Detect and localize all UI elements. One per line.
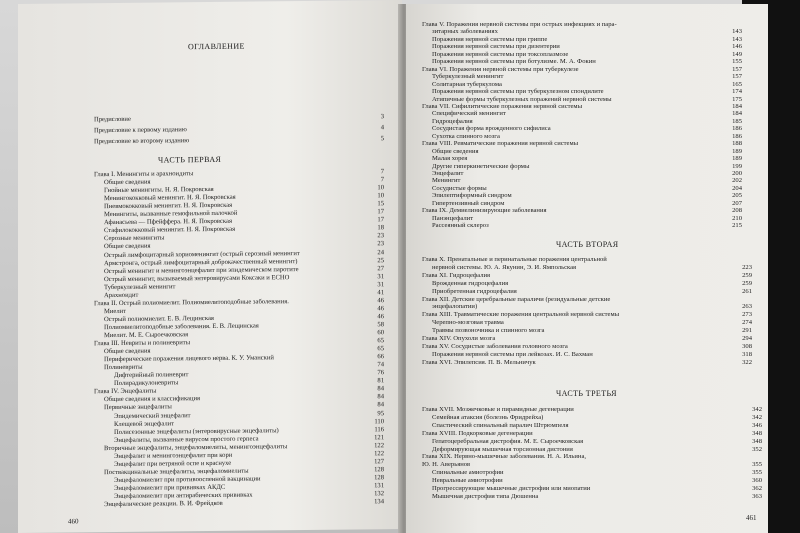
toc-entry (422, 207, 742, 214)
toc-entry-page: 116 (374, 425, 384, 433)
toc-entry-title: Поствакцинальные энцефалиты, энцефаломиелиты (104, 467, 249, 476)
toc-entry-page: 189 (732, 155, 742, 163)
toc-entry (432, 422, 762, 429)
toc-entry-title: Приобретенная гидроцефалия (432, 287, 517, 295)
toc-entry-title: Общие сведения (104, 178, 151, 187)
toc-entry-title: Гепатоцеребральная дистрофия. М. Е. Сыроечковская (432, 437, 584, 445)
toc-entry-title: Энцефаломиелит при антирабических прививках (114, 491, 253, 500)
toc-entry-title: Острый менингит и менингоэнцефалит при эпидемическом паротите (104, 265, 299, 275)
toc-entry-title: Энцефаломиелит при прививках АКДС (114, 483, 226, 492)
toc-entry-title: Первичные энцефалиты (104, 403, 172, 412)
toc-entry-page: 186 (732, 125, 742, 133)
toc-entry-title: Менингит (432, 177, 461, 185)
toc-entry-title: Другие гиперкинетические формы (432, 162, 530, 170)
toc-entry-page: 346 (752, 421, 762, 429)
toc-entry (432, 43, 742, 50)
toc-entry-title: Спинальные амиотрофии (432, 469, 504, 477)
toc-entry-title: Острый лимфоцитарный хориоменингит (острый серозный менингит (104, 249, 300, 259)
toc-entry (432, 222, 742, 229)
toc-entry-title: Поражения нервной системы при лейкозах. И. С. Вахман (432, 350, 593, 358)
toc-entry (432, 88, 742, 95)
toc-entry (422, 21, 742, 28)
toc-entry-page: 81 (377, 377, 384, 385)
toc-entry-page: 131 (374, 482, 384, 490)
toc-entry-page: 157 (732, 73, 742, 81)
toc-entry-page: 66 (377, 353, 384, 361)
toc-entry-page: 74 (377, 361, 384, 369)
toc-entry-title: Солитарная туберкулома (432, 80, 502, 88)
toc-entry-page: 132 (374, 490, 384, 498)
toc-entry-page: 143 (732, 35, 742, 43)
toc-entry-page: 17 (377, 208, 384, 216)
toc-entry-page: 58 (377, 321, 384, 329)
toc-entry (422, 430, 762, 437)
toc-entry-title: Предисловие к первому изданию (94, 126, 187, 135)
toc-entry (432, 185, 742, 192)
toc-entry (422, 256, 752, 263)
toc-entry-page: 24 (377, 248, 384, 256)
toc-entry-title: Гипертензивный синдром (432, 199, 505, 207)
toc-entry (432, 280, 752, 287)
toc-entry-title: энцефалопатии) (432, 303, 478, 311)
toc-entry-title: зитарных заболеваниях (432, 28, 498, 36)
toc-entry-page: 46 (377, 305, 384, 313)
toc-entry-title: Глава XVII. Мозжечковые и пирамидные дегенерации (422, 406, 574, 413)
toc-entry-page: 149 (732, 50, 742, 58)
toc-entry (432, 264, 752, 271)
toc-entry-title: Поражения нервной системы при ботулизме. М. А. Фокин (432, 58, 596, 66)
toc-entry (432, 469, 762, 476)
toc-entry-page: 348 (752, 437, 762, 445)
toc-entry (432, 28, 742, 35)
toc-entry-page: 127 (374, 457, 384, 466)
toc-entry (422, 359, 752, 366)
right-page-number: 461 (746, 514, 757, 522)
toc-entry-page: 263 (742, 303, 752, 311)
toc-entry-title: Поражения нервной системы при токсоплазмозе (432, 50, 569, 58)
toc-entry-title: Стафилококковый менингит. Н. Я. Покровская (104, 226, 236, 235)
toc-entry-title: Глава XIX. Нервно-мышечные заболевания. Н. А. Ильина, (422, 453, 587, 461)
toc-entry-title: Армстронга, острый лимфоцитарный доброкачественный менингит) (104, 257, 298, 267)
toc-entry-title: Пневмококковый менингит. Н. Я. Покровская (104, 201, 233, 211)
toc-entry-title: Глава I. Менингиты и арахноидиты (94, 170, 194, 179)
toc-entry (432, 96, 742, 103)
toc-entry-title: Гнойные менингиты. Н. Я. Покровская (104, 186, 214, 195)
toc-entry-title: Гидроцефалия (432, 117, 473, 125)
toc-entry-title: Мышечная дистрофия типа Дюшенна (432, 492, 539, 500)
toc-entry-page: 184 (732, 102, 742, 110)
toc-entry-page: 355 (752, 469, 762, 477)
toc-entry-title: Острый менингит, вызываемый энтеровирусами Коксаки и ЕСНО (104, 273, 290, 283)
toc-entry (432, 446, 762, 453)
toc-entry-title: Глава XIV. Опухоли мозга (422, 335, 496, 342)
toc-entry-page: 23 (377, 240, 384, 248)
toc-entry-page: 110 (374, 417, 384, 425)
toc-entry-title: Деформирующая мышечная торсионная дистония (432, 445, 573, 453)
toc-entry-page: 185 (732, 117, 742, 125)
toc-entry-page: 46 (377, 296, 384, 305)
toc-entry-title: Дифтерийный полиневрит (114, 371, 189, 380)
toc-entry-page: 189 (732, 147, 742, 155)
toc-entry-title: Менингиты, вызванные гемофильной палочкой (104, 209, 238, 219)
toc-entry-title: Невральные амиотрофии (432, 477, 503, 485)
toc-entry-title: Общие сведения и классификация (104, 395, 201, 404)
toc-entry-title: Туберкулезный менингит (104, 283, 176, 291)
toc-entry-page: 205 (732, 192, 742, 200)
toc-entry-page: 84 (377, 401, 384, 409)
toc-entry-page: 348 (752, 429, 762, 437)
toc-entry-page: 342 (752, 406, 762, 413)
toc-entry-title: Панэнцефалит (432, 214, 474, 222)
toc-entry-title: Глава II. Острый полиомиелит. Полиомиелитоподобные заболевания. (94, 297, 289, 308)
toc-entry-page: 76 (377, 369, 384, 377)
toc-entry-title: Глава III. Невриты и полиневриты (94, 339, 191, 348)
toc-entry-page: 355 (752, 461, 762, 469)
toc-entry (432, 148, 742, 155)
toc-entry-title: Сосудистая форма врожденного сифилиса (432, 125, 551, 133)
toc-entry (432, 351, 752, 358)
toc-entry-page: 4 (380, 124, 384, 132)
toc-entry-page: 15 (377, 200, 384, 208)
toc-entry (94, 113, 384, 123)
toc-entry (432, 438, 762, 445)
toc-entry-title: Глава IV. Энцефалиты (94, 387, 157, 396)
toc-entry (432, 163, 742, 170)
toc-entry-title: Полирадикулоневриты (114, 379, 179, 388)
toc-entry (432, 133, 742, 140)
toc-entry-title: Прогрессирующие мышечные дистрофии или миопатии (432, 485, 591, 492)
toc-entry-page: 65 (377, 345, 384, 353)
toc-entry (432, 485, 762, 492)
toc-entry-title: Малая хорея (432, 155, 468, 163)
toc-entry-title: Арахноидит (104, 291, 139, 299)
toc-entry-title: Поражения нервной системы при туберкулезном спондилите (432, 88, 604, 96)
toc-entry-page: 157 (732, 65, 742, 73)
toc-entry-page: 128 (374, 466, 384, 474)
toc-entry-page: 362 (752, 485, 762, 492)
toc-entry-title: Ю. Н. Аверьянов (422, 461, 471, 469)
toc-entry-title: Энцефалит при ветряной оспе и краснухе (114, 459, 232, 468)
toc-entry-title: Эпидемический энцефалит (114, 411, 191, 420)
toc-entry-page: 41 (377, 288, 384, 296)
toc-entry (432, 81, 742, 88)
toc-entry-page: 23 (377, 232, 384, 240)
toc-entry-title: Поражения нервной системы при дизентерии (432, 43, 560, 51)
toc-entry-title: Общие сведения (432, 147, 479, 155)
toc-entry-page: 65 (377, 337, 384, 345)
toc-entry-title: Энцефалические реакции. В. И. Фрейдков (104, 499, 223, 509)
toc-entry (432, 125, 742, 132)
toc-entry-title: Эпилептиформный синдром (432, 192, 512, 200)
toc-entry-page: 95 (377, 409, 384, 417)
toc-entry-title: Врожденная гидроцефалия (432, 279, 509, 287)
toc-entry-title: Сосудистые формы (432, 184, 487, 192)
toc-entry-page: 184 (732, 110, 742, 118)
toc-entry (432, 177, 742, 184)
toc-entry-title: Острый полиомиелит. Е. В. Лещинская (104, 314, 214, 323)
toc-entry-page: 27 (377, 264, 384, 272)
toc-entry-page: 84 (377, 385, 384, 393)
toc-entry-title: Глава X. Пренатальные и перинатальные поражения центральной (422, 256, 607, 263)
toc-entry-title: Глава VIII. Ревматические поражения нервной системы (422, 140, 579, 148)
toc-entry-page: 186 (732, 132, 742, 140)
toc-entry-title: Глава IX. Демиелинизирующие заболевания (422, 207, 547, 215)
toc-entry-title: Полиомиелитоподобные заболевания. Е. В. Лещинская (104, 322, 259, 332)
toc-entry (94, 124, 384, 134)
toc-entry (432, 73, 742, 80)
toc-entry-title: Общие сведения (104, 243, 151, 251)
toc-entry-title: Энцефалит (432, 170, 464, 177)
toc-entry-page: 360 (752, 477, 762, 485)
toc-entry-page: 207 (732, 199, 742, 207)
toc-entry-page: 122 (374, 441, 384, 449)
toc-entry-page: 7 (380, 176, 384, 184)
toc-entry-title: Миелит. М. Е. Сыроечковская (104, 331, 189, 340)
toc-entry (432, 58, 742, 65)
toc-entry-title: Травмы позвоночника и спинного мозга (432, 327, 545, 335)
toc-entry-title: Сухотка спинного мозга (432, 132, 500, 140)
toc-entry-page: 155 (732, 58, 742, 66)
contents-heading: ОГЛАВЛЕНИЕ (188, 41, 245, 52)
toc-entry (432, 414, 762, 421)
toc-entry-page: 10 (377, 192, 384, 200)
toc-entry-title: Энцефаломиелит при противооспенной вакцинации (114, 475, 261, 484)
toc-entry-page: 291 (742, 327, 752, 335)
toc-entry (422, 461, 762, 468)
right-page (406, 4, 768, 533)
toc-entry-page: 199 (732, 162, 742, 170)
toc-entry-title: Афанасьева — Пфейффера. Н. Я. Покровская (104, 218, 232, 227)
toc-entry-title: Глава VII. Сифилитические поражения нервной системы (422, 102, 583, 110)
part-two-title: ЧАСТЬ ВТОРАЯ (556, 240, 619, 249)
toc-entry-page: 188 (732, 140, 742, 148)
toc-entry-page: 215 (732, 222, 742, 230)
toc-entry-title: Полисезонные энцефалиты (энтеровирусные энцефалиты) (114, 426, 279, 436)
toc-entry-page: 25 (377, 256, 384, 264)
toc-entry-title: Миелит (104, 307, 127, 315)
toc-entry-page: 259 (742, 279, 752, 287)
toc-entry-page: 60 (377, 329, 384, 337)
toc-entry-page: 352 (752, 445, 762, 453)
toc-entry-page: 202 (732, 177, 742, 185)
toc-entry (422, 140, 742, 147)
toc-entry-page: 17 (377, 216, 384, 224)
toc-entry-title: нервной системы. Ю. А. Якунин, Э. И. Ямпольская (432, 263, 577, 271)
toc-entry-page: 363 (752, 492, 762, 500)
toc-entry (422, 343, 752, 350)
toc-entry-page: 175 (732, 95, 742, 103)
toc-entry-title: Глава V. Поражения нервной системы при острых инфекциях и пара- (422, 21, 617, 28)
toc-entry-page: 261 (742, 287, 752, 295)
toc-entry-page: 294 (742, 335, 752, 342)
open-book (18, 4, 778, 533)
toc-entry-page: 308 (742, 342, 752, 350)
toc-entry-page: 259 (742, 271, 752, 279)
left-page-number: 460 (68, 517, 79, 526)
part-three-title: ЧАСТЬ ТРЕТЬЯ (556, 389, 617, 398)
toc-entry-page: 5 (380, 135, 384, 143)
toc-entry (432, 192, 742, 199)
toc-entry (422, 66, 742, 73)
toc-entry-title: Менингококковый менингит. Н. Я. Покровская (104, 193, 236, 203)
toc-entry-page: 342 (752, 413, 762, 421)
toc-entry-title: Глава XV. Сосудистые заболевания головного мозга (422, 342, 568, 350)
toc-entry-page: 46 (377, 313, 384, 321)
toc-entry (422, 335, 752, 342)
toc-entry-title: Глава XVI. Эпилепсия. П. В. Мельничук (422, 358, 536, 366)
toc-entry (432, 118, 742, 125)
toc-entry-title: Специфический менингит (432, 110, 506, 118)
toc-entry-title: Энцефалит и менингоэнцефалит при кори (114, 451, 233, 460)
toc-entry-page: 165 (732, 80, 742, 88)
toc-entry-page: 322 (742, 358, 752, 366)
toc-entry-page: 3 (380, 113, 384, 121)
toc-entry-page: 134 (374, 498, 384, 506)
toc-entry (94, 135, 384, 145)
toc-entry-page: 274 (742, 319, 752, 327)
toc-entry (104, 498, 384, 508)
part-one-title: ЧАСТЬ ПЕРВАЯ (158, 154, 222, 165)
toc-entry (422, 296, 752, 303)
toc-entry-title: Предисловие (94, 115, 131, 124)
toc-entry-title: Общие сведения (104, 347, 151, 356)
toc-entry-page: 208 (732, 207, 742, 215)
toc-entry (422, 272, 752, 279)
toc-entry-title: Поражения нервной системы при гриппе (432, 35, 548, 43)
toc-entry-title: Рассеянный склероз (432, 222, 489, 230)
toc-entry-title: Черепно-мозговая травма (432, 319, 504, 327)
toc-entry-title: Глава XI. Гидроцефалия (422, 271, 491, 279)
toc-entry-page: 200 (732, 170, 742, 177)
toc-entry (432, 36, 742, 43)
toc-entry-page: 31 (377, 272, 384, 280)
toc-entry (432, 200, 742, 207)
toc-entry-title: Вторичные энцефалиты, энцефаломиелиты, менингоэнцефалиты (104, 442, 288, 452)
toc-entry-title: Атипичные формы туберкулезных поражений нервной системы (432, 95, 612, 103)
toc-entry-title: Периферические поражения лицевого нерва. К. У. Уманский (104, 354, 274, 364)
toc-entry (432, 51, 742, 58)
toc-entry-page: 210 (732, 214, 742, 222)
left-page (18, 0, 402, 533)
toc-entry (422, 406, 762, 413)
toc-entry-page: 318 (742, 350, 752, 358)
toc-entry-title: Семейная атаксия (болезнь Фридрейха) (432, 413, 544, 421)
toc-entry (432, 288, 752, 295)
toc-entry-page: 223 (742, 263, 752, 271)
toc-entry-page: 18 (377, 224, 384, 232)
toc-entry-title: Энцефалиты, вызванные вирусом простого герпеса (114, 435, 259, 444)
toc-entry (432, 155, 742, 162)
toc-entry (432, 303, 752, 310)
toc-entry-title: Клещевой энцефалит (114, 419, 175, 428)
toc-entry (432, 110, 742, 117)
toc-entry-page: 146 (732, 43, 742, 51)
toc-entry-page: 174 (732, 88, 742, 96)
toc-entry (432, 493, 762, 500)
toc-entry-page: 31 (377, 280, 384, 288)
toc-entry-page: 7 (380, 168, 384, 176)
toc-entry-page: 84 (377, 393, 384, 401)
toc-entry-title: Спастический спинальный паралич Штрюмпеля (432, 421, 569, 429)
toc-entry-page: 273 (742, 311, 752, 319)
toc-entry (432, 477, 762, 484)
toc-entry (432, 319, 752, 326)
toc-entry (422, 453, 762, 460)
toc-entry (432, 215, 742, 222)
toc-entry (422, 311, 752, 318)
toc-entry-title: Серозные менингиты (104, 234, 165, 243)
toc-entry (422, 103, 742, 110)
toc-entry-title: Глава XVIII. Подкорковые дегенерации (422, 429, 533, 437)
toc-entry-page: 10 (377, 184, 384, 192)
toc-entry (432, 327, 752, 334)
toc-entry-title: Глава XIII. Травматические поражения центральной нервной системы (422, 311, 620, 319)
toc-entry-title: Туберкулезный менингит (432, 73, 504, 81)
toc-entry-title: Глава XII. Детские церебральные параличи (резидуальные детские (422, 295, 611, 303)
toc-entry-page: 122 (374, 449, 384, 458)
toc-entry-page: 204 (732, 184, 742, 192)
toc-entry-page: 121 (374, 433, 384, 441)
toc-entry-title: Полиневриты (104, 363, 143, 372)
toc-entry-title: Предисловие ко второму изданию (94, 137, 190, 146)
toc-entry (432, 170, 742, 177)
toc-entry-title: Глава VI. Поражения нервной системы при туберкулезе (422, 65, 579, 73)
toc-entry-page: 128 (374, 474, 384, 482)
toc-entry-page: 143 (732, 28, 742, 36)
